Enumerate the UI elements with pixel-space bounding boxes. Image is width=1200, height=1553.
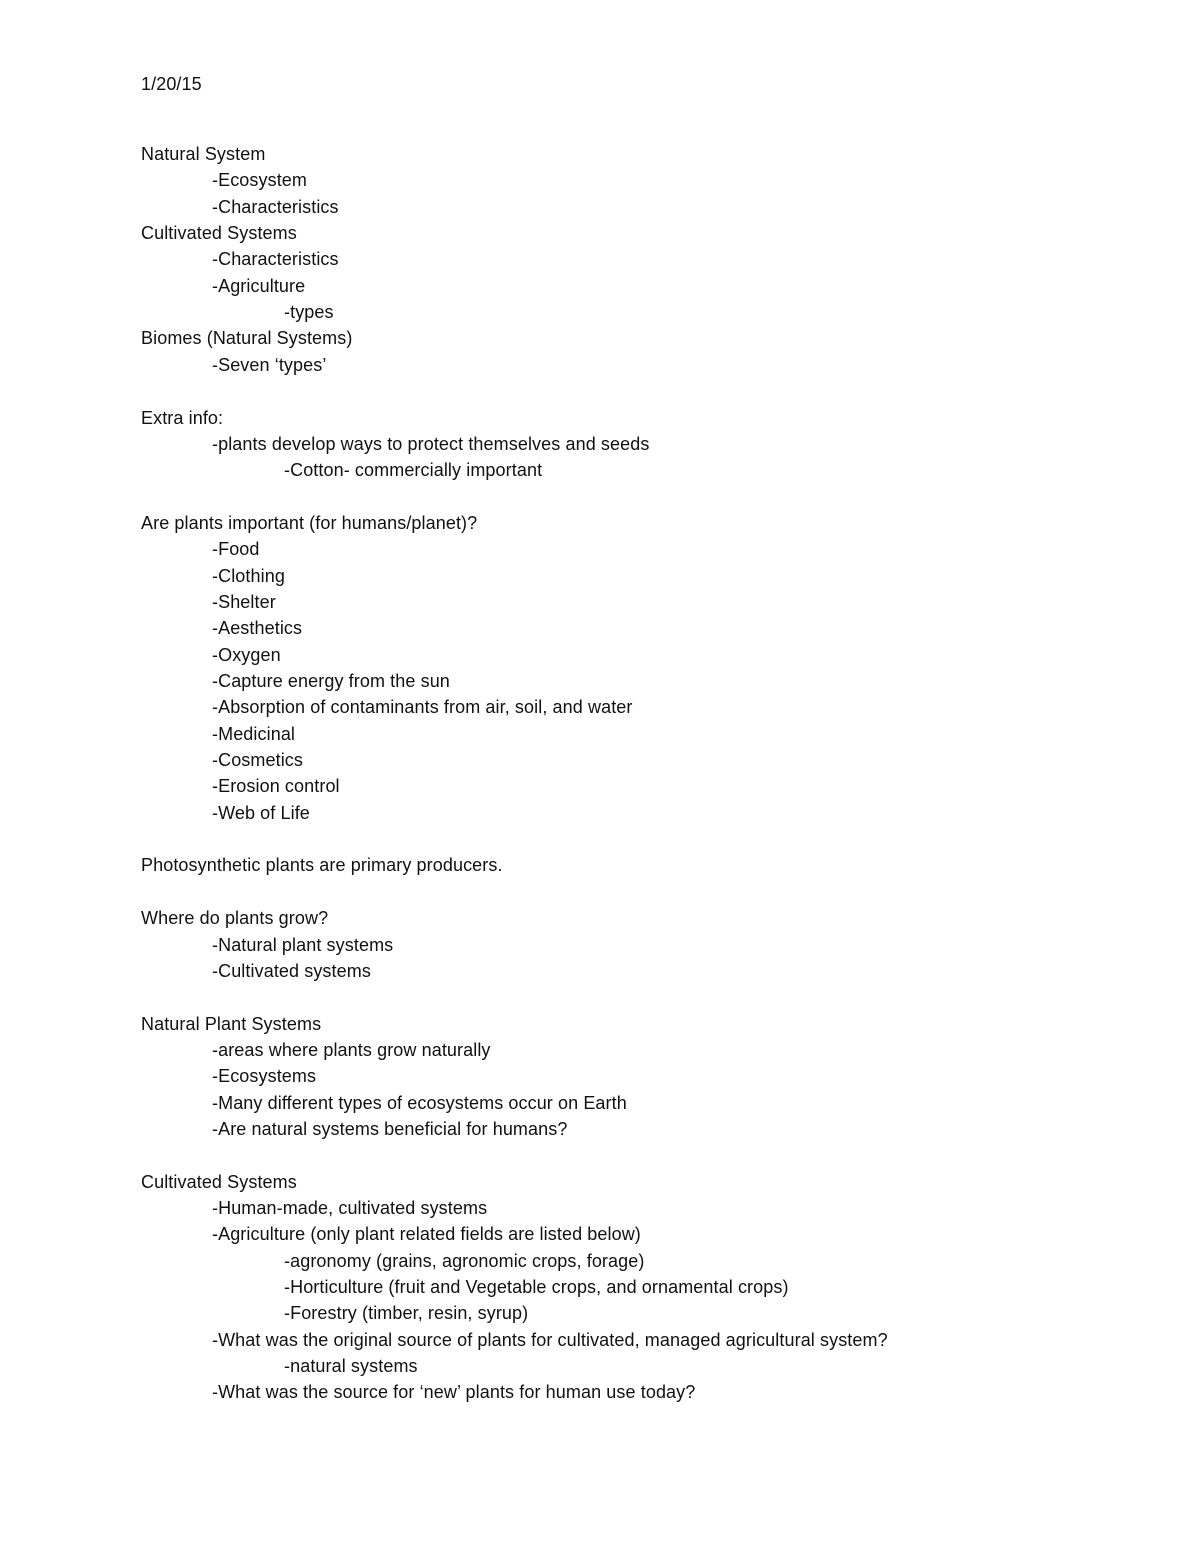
note-item: -Agriculture <box>212 276 306 296</box>
note-item: -Characteristics <box>212 249 339 269</box>
note-item: -agronomy (grains, agronomic crops, forage) <box>284 1251 645 1271</box>
note-item: -Medicinal <box>212 724 296 744</box>
note-item: -areas where plants grow naturally <box>212 1040 491 1060</box>
note-item: -plants develop ways to protect themselves and seeds <box>212 434 650 454</box>
note-item: -What was the original source of plants for cultivated, managed agricultural system? <box>212 1330 888 1350</box>
note-item: -Many different types of ecosystems occur on Earth <box>212 1093 627 1113</box>
note-item: -Ecosystems <box>212 1066 317 1086</box>
note-item: -Aesthetics <box>212 618 303 638</box>
section-heading: Natural Plant Systems <box>141 1014 322 1034</box>
document-date: 1/20/15 <box>141 74 202 94</box>
note-item: -Capture energy from the sun <box>212 671 450 691</box>
section-heading: Biomes (Natural Systems) <box>141 328 353 348</box>
section-heading: Where do plants grow? <box>141 908 329 928</box>
note-item: -natural systems <box>284 1356 418 1376</box>
section-heading: Are plants important (for humans/planet)? <box>141 513 478 533</box>
note-item: -Absorption of contaminants from air, soil, and water <box>212 697 633 717</box>
section-heading: Natural System <box>141 144 266 164</box>
note-item: -Ecosystem <box>212 170 308 190</box>
note-item: -Food <box>212 539 260 559</box>
note-item: -Web of Life <box>212 803 310 823</box>
note-item: -Horticulture (fruit and Vegetable crops, and ornamental crops) <box>284 1277 789 1297</box>
note-item: -Seven ‘types’ <box>212 355 327 375</box>
note-item: -Natural plant systems <box>212 935 394 955</box>
note-item: -Cosmetics <box>212 750 304 770</box>
note-item: -Clothing <box>212 566 285 586</box>
note-item: -Agriculture (only plant related fields are listed below) <box>212 1224 641 1244</box>
note-item: -Shelter <box>212 592 276 612</box>
section-heading: Extra info: <box>141 408 224 428</box>
section-heading: Cultivated Systems <box>141 223 297 243</box>
note-item: -Oxygen <box>212 645 281 665</box>
note-item: -Characteristics <box>212 197 339 217</box>
note-item: -Cotton- commercially important <box>284 460 543 480</box>
note-item: -types <box>284 302 334 322</box>
note-item: -Erosion control <box>212 776 340 796</box>
section-heading: Photosynthetic plants are primary producers. <box>141 855 503 875</box>
section-heading: Cultivated Systems <box>141 1172 297 1192</box>
note-item: -Are natural systems beneficial for humans? <box>212 1119 568 1139</box>
note-item: -Human-made, cultivated systems <box>212 1198 488 1218</box>
note-item: -What was the source for ‘new’ plants for human use today? <box>212 1382 696 1402</box>
note-item: -Cultivated systems <box>212 961 371 981</box>
note-item: -Forestry (timber, resin, syrup) <box>284 1303 529 1323</box>
